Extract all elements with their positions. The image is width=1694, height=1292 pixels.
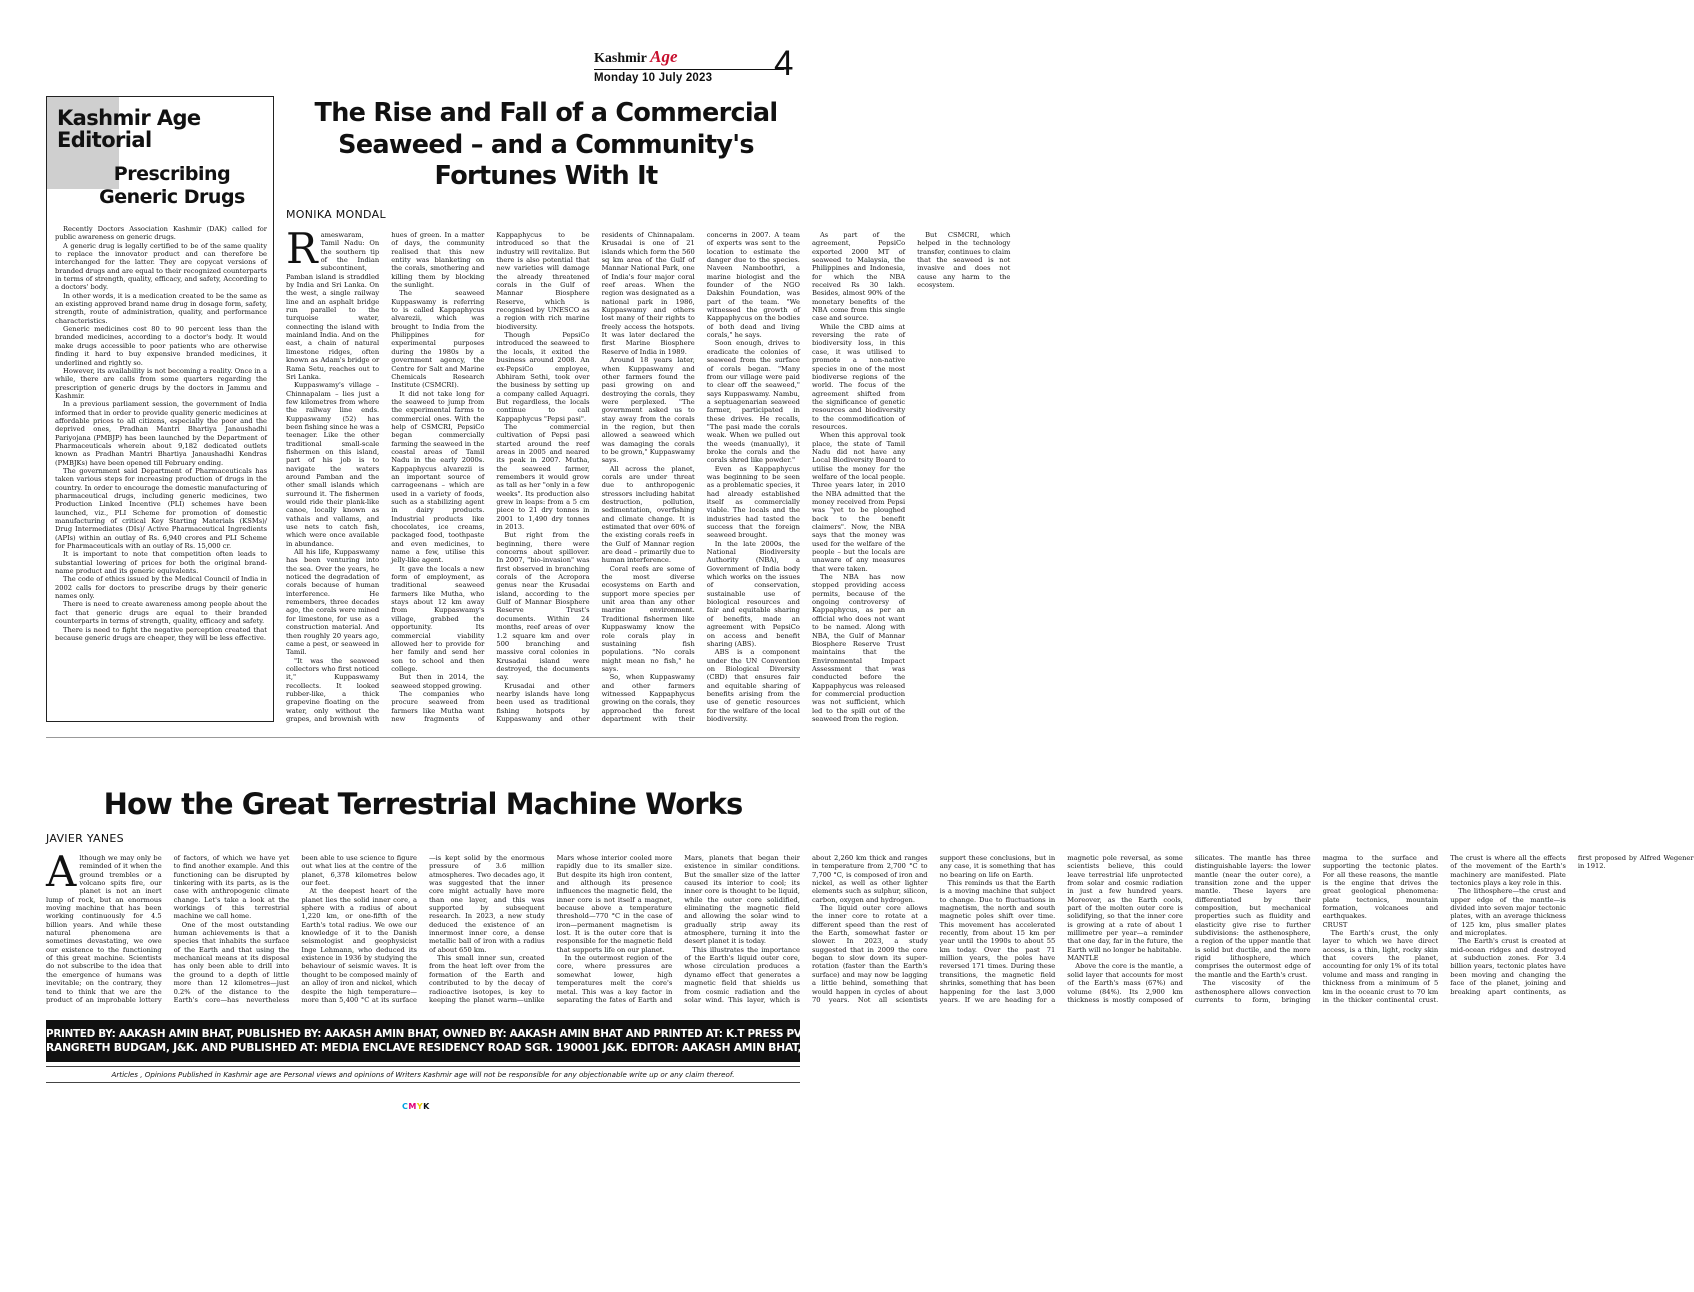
article-paragraph: The lithosphere—the crust and upper edge of the mantle—is divided into seven major tectonic plates, with an average thickness of 125 km, plus smaller plates and microplates.	[1450, 887, 1566, 938]
article-paragraph: In the outermost region of the core, where pressures are somewhat lower, high temperatures melt the core's metal. This was a key factor in separating the fates of Earth and Mars, planets that began their existence in similar conditions. But the smaller size of the latter caused its interior to cool; its inner core is thought to be liquid, while the outer core solidified, eliminating the magnetic field and allowing the solar wind to gradually strip away its atmosphere, turning it into the desert planet it is today.	[556, 854, 800, 1004]
masthead-rule	[594, 69, 784, 70]
article-paragraph: At the deepest heart of the planet lies the solid inner core, a sphere with a radius of about 1,220 km, or one-fifth of the Earth's total radius. We owe our knowledge of it to the Danish seismologist and geophysicist Inge Lehmann, who deduced its existence in 1936 by studying the behaviour of seismic waves. It is thought to be composed mainly of an alloy of iron and nickel, which despite the high temperature—more than 5,400 °C at its surface—is kept solid by the enormous pressure of 3.6 million atmospheres. Two decades ago, it was suggested that the inner core might actually have more than one layer, and this was supported by subsequent research. In 2023, a new study deduced the existence of an innermost inner core, a dense metallic ball of iron with a radius of about 650 km.	[301, 854, 545, 1004]
editorial-paragraph: However, its availability is not becoming a reality. Once in a while, there are calls from some quarters regarding the prescription of generic drugs by the doctors in Jammu and Kashmir.	[55, 366, 267, 400]
article-paragraph: But then in 2014, the seaweed stopped growing.	[391, 673, 485, 690]
article-paragraph: While the CBD aims at reversing the rate of biodiversity loss, in this case, it was utilised to promote a non-native species in one of the most biodiverse regions of the world. The focus of the agreement shifted from the significance of genetic resources and biodiversity to the commodification of resources.	[811, 322, 906, 431]
editorial-paragraph: There is need to create awareness among people about the fact that generic drugs are equal to their branded counterparts in terms of strength, quality, efficacy and safety.	[55, 600, 267, 626]
article-paragraph: Even as Kappaphycus was beginning to be seen as a problematic species, it had already established itself as commercially viable. The locals and the industries had tasted the success that the foreign seaweed brought.	[706, 464, 800, 540]
editorial-label: Kashmir Age Editorial	[57, 106, 201, 152]
article-paragraph: But right from the beginning, there were concerns about spillover. In 2007, "bio-invasion" was first observed in branching corals of the Acropora genus near the Krusadai island, according to the Gulf of Mannar Biosphere Reserve Trust's documents. Within 24 months, reef areas of over 1.2 square km and over 500 branching and massive coral colonies in Krusadai island were destroyed, the documents say.	[496, 531, 590, 682]
article-paragraph: Krusadai and other nearby islands have long been used as traditional fishing hotspots by Kuppaswamy and other residents of Chinnapalam. Krusadai is one of 21 islands which form the 560 sq km area of the Gulf of Mannar National Park, one of India's four major coral reef areas. When the region was designated as a national park in 1986, Kuppaswamy and others lost many of their rights to freely access the hotspots. It was later declared the first Marine Biosphere Reserve of India in 1989.	[496, 231, 695, 723]
article-paragraph: Soon enough, drives to eradicate the colonies of seaweed from the surface of corals began. "Many from our village were paid to clear off the seaweed," says Kuppaswamy. Nambu, a septuagenarian seaweed farmer, participated in these drives. He recalls, "The pasi made the corals weak. When we pulled out the weeds (manually), it broke the corals and the corals shred like powder."	[706, 339, 800, 465]
machine-headline: How the Great Terrestrial Machine Works	[103, 787, 743, 821]
article-paragraph: Coral reefs are some of the most diverse ecosystems on Earth and support more species per unit area than any other marine environment. Traditional fishermen like Kuppaswamy know the role corals play in sustaining fish populations. "No corals might mean no fish," he says.	[601, 564, 695, 673]
article-paragraph: The seaweed Kuppaswamy is referring to is called Kappaphycus alvarezii, which was brought to India from the Philippines for experimental purposes during the 1980s by a government agency, the Centre for Salt and Marine Chemicals Research Institute (CSMCRI).	[391, 289, 485, 390]
seaweed-headline: The Rise and Fall of a Commercial Seaweed – and a Community's Fortunes With It	[314, 98, 778, 191]
editorial-paragraph: Generic medicines cost 80 to 90 percent less than the branded medicines, according to a doctor's body. It would make drugs accessible to poor patients who are otherwise finding it hard to buy expensive branded medicines, it underlined and rightly so.	[55, 325, 267, 367]
editorial-paragraph: There is need to fight the negative perception created that because generic drugs are cheaper, they will be less effective.	[55, 625, 267, 642]
article-paragraph: So, when Kuppaswamy and other farmers witnessed Kappaphycus growing on the corals, they approached the forest department with their concerns in 2007. A team of experts was sent to the location to estimate the danger due to the species. Naveen Namboothri, a marine biologist and the founder of the NGO Dakshin Foundation, was part of the team. "We witnessed the growth of Kappaphycus on the bodies of both dead and living corals," he says.	[601, 231, 800, 723]
article-paragraph: Kuppaswamy's village – Chinnapalam – lies just a few kilometres from where the railway line ends. Kuppaswamy (52) has been fishing since he was a teenager. Like the other traditional small-scale fishermen on this island, part of his job is to navigate the waters around Pamban and the other small islands which surround it. The fishermen would ride their plank-like canoe, locally known as vathais and vallams, and use nets to catch fish, which were once available in abundance.	[286, 381, 380, 548]
machine-article-body	[46, 847, 1694, 1012]
disclaimer: Articles , Opinions Published in Kashmir age are Personal views and opinions of Writers Kashmir age will not be responsible for any objectionable write up or any claim thereof.	[46, 1066, 800, 1083]
cmyk-registration-mark	[402, 1102, 430, 1111]
article-paragraph: The liquid outer core allows the inner core to rotate at a different speed than the rest of the Earth, somewhat faster or slower. In 2023, a study suggested that in 2009 the core began to slow down its super-rotation (faster than the Earth's surface) and may now be lagging a little behind, something that would happen in cycles of about 70 years. Not all scientists support these conclusions, but in any case, it is something that has no bearing on life on Earth.	[811, 854, 1056, 1004]
article-paragraph: All his life, Kuppaswamy has been venturing into the sea. Over the years, he noticed the degradation of corals because of human interference. He remembers, three decades ago, the corals were mined for limestone, for use as a construction material. And then roughly 20 years ago, came a pest, or seaweed in Tamil.	[286, 548, 380, 657]
logo-kashmir: Kashmir	[594, 51, 647, 66]
newspaper-logo	[594, 47, 784, 66]
cmyk-k: K	[423, 1102, 430, 1111]
editorial-paragraph: The code of ethics issued by the Medical Council of India in 2002 calls for doctors to prescribe drugs by their generic names only.	[55, 575, 267, 601]
cmyk-m: M	[408, 1102, 417, 1111]
article-paragraph: The NBA has now stopped providing access permits, because of the ongoing controversy of Kappaphycus, as per an official who does not want to be named. Along with NBA, the Gulf of Mannar Biosphere Reserve Trust maintains that the Environmental Impact Assessment that was conducted before the Kappaphycus was released for commercial production was not sufficient, which led to the spill out of the seaweed from the region.	[811, 573, 906, 723]
article-lead-text: lthough we may only be reminded of it when the ground trembles or a volcano spits fire, our planet is not an inert lump of rock, but an enormous moving machine that has been working continuously for 4.5 billion years. And while these natural phenomena are sometimes devastating, we owe our existence to the functioning of this great machine. Scientists do not subscribe to the idea that the emergence of humans was inevitable; on the contrary, they tend to think that we are the product of an improbable lottery of factors, of which we have yet to find another example. And this functioning can be disrupted by tinkering with its parts, as is the case with anthropogenic climate change. Let's take a look at the workings of this terrestrial machine we call home.	[46, 854, 290, 1004]
article-paragraph: But CSMCRI, which helped in the technology transfer, continues to claim that the seaweed is not invasive and does not cause any harm to the ecosystem.	[917, 231, 1011, 290]
article-paragraph	[286, 224, 380, 381]
article-paragraph: Though PepsiCo introduced the seaweed to the locals, it exited the business around 2008. An ex-PepsiCo employee, Abhiram Sethi, took over the business by setting up a company called Aquagri. But regardless, the locals continue to call Kappaphycus "Pepsi pasi".	[496, 331, 590, 423]
seaweed-article-body	[286, 224, 1011, 729]
imprint-bar	[46, 1020, 1107, 1062]
logo-age: Age	[650, 47, 678, 66]
article-paragraph: The Earth's crust, the only layer to which we have direct access, is a thin, light, rocky skin that covers the planet, accounting for only 1% of its total volume and mass and ranging in thickness from a minimum of 5 km in the oceanic crust to 70 km in the thicker continental crust. The crust is where all the effects of the movement of the Earth's machinery are manifested. Plate tectonics plays a key role in this.	[1322, 854, 1566, 1004]
editorial-paragraph: It is important to note that competition often leads to substantial lowering of prices for both the original brand-name product and its generic equivalents.	[55, 550, 267, 576]
editorial-paragraph: In other words, it is a medication created to be the same as an existing approved brand name drug in dosage form, safety, strength, route of administration, quality, and performance characteristics.	[55, 291, 267, 325]
imprint-line-2: RANGRETH BUDGAM, J&K. AND PUBLISHED AT: MEDIA ENCLAVE RESIDENCY ROAD SGR. 190001 J&K. EDITOR: AAKASH AMIN BHAT, JKENG/2006/23952	[46, 1041, 914, 1054]
article-paragraph: Above the core is the mantle, a solid layer that accounts for most of the Earth's mass (67%) and volume (84%). Its 2,900 km thickness is mostly composed of silicates. The mantle has three distinguishable layers: the lower mantle (near the outer core), a transition zone and the upper mantle. These layers are differentiated by their composition, but mechanical properties such as fluidity and elasticity give rise to further subdivisions: the asthenosphere, a region of the upper mantle that is solid but ductile, and the more rigid lithosphere, which comprises the outermost edge of the mantle and the Earth's crust.	[1067, 854, 1311, 1004]
article-paragraph: In the late 2000s, the National Biodiversity Authority (NBA), a Government of India body which works on the issues of conservation, sustainable use of biological resources and fair and equitable sharing of benefits, made an agreement with PepsiCo on access and benefit sharing (ABS).	[706, 539, 800, 648]
article-paragraph: This small inner sun, created from the heat left over from the formation of the Earth and contributed to by the decay of radioactive isotopes, is key to keeping the planet warm—unlike Mars whose interior cooled more rapidly due to its smaller size. But despite its high iron content, and although its presence influences the magnetic field, the inner core is not itself a magnet, because above a temperature threshold—770 °C in the case of iron—permanent magnetism is lost. It is the outer core that is responsible for the magnetic field that supports life on our planet.	[428, 854, 673, 1004]
machine-byline: JAVIER YANES	[46, 832, 124, 845]
editorial-title: Prescribing Generic Drugs	[99, 163, 245, 208]
seaweed-byline: MONIKA MONDAL	[286, 208, 386, 221]
editorial-body	[55, 225, 267, 715]
article-paragraph: The commercial cultivation of Pepsi pasi started around the reef areas in 2005 and neared its peak in 2007. Mutha, the seaweed farmer, remembers it would grow as tall as her "only in a few weeks". Its production also grew in leaps: from a 5 cm piece to 21 dry tonnes in 2001 to 1,490 dry tonnes in 2013.	[496, 422, 590, 532]
editorial-paragraph: Recently Doctors Association Kashmir (DAK) called for public awareness on generic drugs.	[55, 225, 267, 242]
subheading-crust: CRUST	[1322, 920, 1348, 929]
subheading-mantle: MANTLE	[1067, 954, 1099, 963]
article-paragraph: All across the planet, corals are under threat due to anthropogenic stressors including habitat destruction, pollution, sedimentation, overfishing and climate change. It is estimated that over 60% of the existing corals reefs in the Gulf of Mannar region are dead – primarily due to human interference.	[601, 464, 695, 565]
editorial-paragraph: In a previous parliament session, the government of India informed that in order to provide quality generic medicines at affordable prices to all citizens, especially the poor and the deprived ones, Pradhan Mantri Bhartiya Janaushadhi Pariyojana (PMBJP) has been launched by the Department of Pharmaceuticals wherein about 9,182 dedicated outlets known as Pradhan Mantri Bhartiya Janaushadhi Kendras (PMBJKs) have been opened till February ending.	[55, 400, 267, 467]
masthead	[594, 47, 784, 84]
drop-cap: A	[46, 847, 77, 896]
article-paragraph: ABS is a component under the UN Convention on Biological Diversity (CBD) that ensures fair and equitable sharing of benefits arising from the use of genetic resources for the welfare of the local biodiversity.	[706, 648, 800, 723]
editorial-box	[46, 96, 274, 722]
page-number: 4	[774, 44, 794, 83]
cmyk-c: C	[402, 1102, 409, 1111]
article-paragraph: When this approval took place, the state of Tamil Nadu did not have any Local Biodiversity Board to utilise the money for the welfare of the local people. Three years later, in 2010 the NBA admitted that the money received from Pepsi was "yet to be ploughed back to the benefit claimers". Now, the NBA says that the money was used for the welfare of the people – but the locals are unaware of any measures that were taken.	[811, 431, 906, 573]
editorial-paragraph: The government said Department of Pharmaceuticals has taken various steps for increasing production of drugs in the country. In order to encourage the domestic manufacturing of pharmaceutical drugs, including generic medicines, two Production Linked Incentive (PLI) schemes have been launched, viz., PLI Scheme for promotion of domestic manufacturing of critical Key Starting Materials (KSMs)/ Drug Intermediates (DIs)/ Active Pharmaceutical Ingredients (APIs) within an outlay of Rs. 6,940 crores and PLI Scheme for Pharmaceuticals with an outlay of Rs. 15,000 cr.	[55, 466, 267, 551]
article-paragraph: The companies who procure seaweed from farmers like Mutha want new fragments of Kappaphycus to be introduced so that the industry will revitalize. But there is also potential that new varieties will damage the already threatened corals in the Gulf of Mannar Biosphere Reserve, which is recognised by UNESCO as a region with rich marine biodiversity.	[391, 231, 590, 723]
article-paragraph: Around 18 years later, when Kuppaswamy and other farmers found the pasi growing on and destroying the corals, they were perplexed. "The government asked us to stay away from the corals in the region, but then allowed a seaweed which was damaging the corals to be grown," Kuppaswamy says.	[601, 356, 695, 465]
drop-cap: R	[286, 224, 318, 273]
article-lead-text: ameswaram, Tamil Nadu: On the southern tip of the Indian subcontinent, Pamban island is straddled by India and Sri Lanka. On the west, a single railway line and an asphalt bridge run parallel to the turquoise water, connecting the island with mainland India. And on the east, a chain of natural limestone ridges, often known as Adam's bridge or Rama Setu, reaches out to Sri Lanka.	[286, 231, 380, 381]
cmyk-y: Y	[416, 1102, 424, 1111]
article-paragraph: It gave the locals a new form of employment, as traditional seaweed farmers like Mutha, who stays about 12 km away from Kuppaswamy's village, grabbed the opportunity. Its commercial viability allowed her to provide for her family and send her son to school and then college.	[391, 564, 485, 673]
article-paragraph: One of the most outstanding human achievements is that a species that inhabits the surface of the Earth and that using the mechanical means at its disposal has only been able to drill into the ground to a depth of little more than 12 kilometres—just 0.2% of the distance to the Earth's core—has nevertheless been able to use science to figure out what lies at the centre of the planet, 6,378 kilometres below our feet.	[173, 854, 417, 1004]
article-paragraph: This illustrates the importance of the Earth's liquid outer core, whose circulation produces a dynamo effect that generates a magnetic field that shields us from cosmic radiation and the solar wind. This layer, which is about 2,260 km thick and ranges in temperature from 2,700 °C to 7,700 °C, is composed of iron and nickel, as well as other lighter elements such as sulphur, silicon, carbon, oxygen and hydrogen.	[684, 854, 928, 1004]
section-divider	[46, 737, 800, 738]
article-paragraph: The Earth's crust is created at mid-ocean ridges and destroyed at subduction zones. For 3.4 billion years, tectonic plates have been moving and changing the face of the planet, joining and breaking apart continents, as first proposed by Alfred Wegener in 1912.	[1450, 854, 1694, 996]
article-paragraph: As part of the agreement, PepsiCo exported 2000 MT of seaweed to Malaysia, the Philippines and Indonesia, for which the NBA received Rs 30 lakh. Besides, almost 90% of the monetary benefits of the NBA come from this single case and source.	[811, 231, 906, 323]
article-paragraph: It did not take long for the seaweed to jump from the experimental farms to commercial ones. With the help of CSMCRI, PepsiCo began commercially farming the seaweed in the coastal areas of Tamil Nadu in the early 2000s. Kappaphycus alvarezii is an important source of carrageenans – which are used in a variety of foods, such as a stabilizing agent in dairy products. Industrial products like chocolates, ice creams, packaged food, toothpaste and even medicines, to name a few, utilise this jelly-like agent.	[391, 389, 485, 565]
imprint-line-1: PRINTED BY: AAKASH AMIN BHAT, PUBLISHED BY: AAKASH AMIN BHAT, OWNED BY: AAKASH AMIN BHAT AND PRINTED AT: K.T PRESS PVT. LTD.120- ELECTRONIC COMPLEX INDUSTRIAL ESTATE	[46, 1028, 1107, 1040]
issue-date: Monday 10 July 2023	[594, 72, 713, 84]
article-paragraph: The viscosity of the asthenosphere allows convection currents to form, bringing magma to the surface and supporting the tectonic plates. For all these reasons, the mantle is the engine that drives the great geological phenomena: plate tectonics, mountain formation, volcanoes and earthquakes.	[1194, 854, 1439, 1004]
article-paragraph: "It was the seaweed collectors who first noticed it," Kuppaswamy recollects. It looked rubber-like, a thick grapevine floating on the water, only without the grapes, and brownish with hues of green. In a matter of days, the community realised that this new entity was blanketing on the corals, smothering and killing them by blocking the sunlight.	[286, 231, 485, 723]
article-paragraph: This reminds us that the Earth is a moving machine that subject to change. Due to fluctuations in magnetism, the north and south magnetic poles shift over time. This movement has accelerated recently, from about 15 km per year until the 1990s to about 55 km today. Over the past 71 million years, the poles have reversed 171 times. During these transitions, the magnetic field shrinks, something that has been happening for the last 3,000 years. If we are heading for a magnetic pole reversal, as some scientists believe, this could leave terrestrial life unprotected from solar and cosmic radiation in just a few hundred years. Moreover, as the Earth cools, part of the molten outer core is solidifying, so that the inner core is growing at a rate of about 1 millimetre per year—a reminder that one day, far in the future, the Earth will no longer be habitable.	[939, 854, 1183, 1004]
editorial-paragraph: A generic drug is legally certified to be of the same quality to replace the innovator product and can therefore be interchanged for the latter. They are copycat versions of branded drugs and are equal to their recognized counterparts in terms of strength, quality, efficacy, and safety, According to a doctors' body.	[55, 241, 267, 292]
